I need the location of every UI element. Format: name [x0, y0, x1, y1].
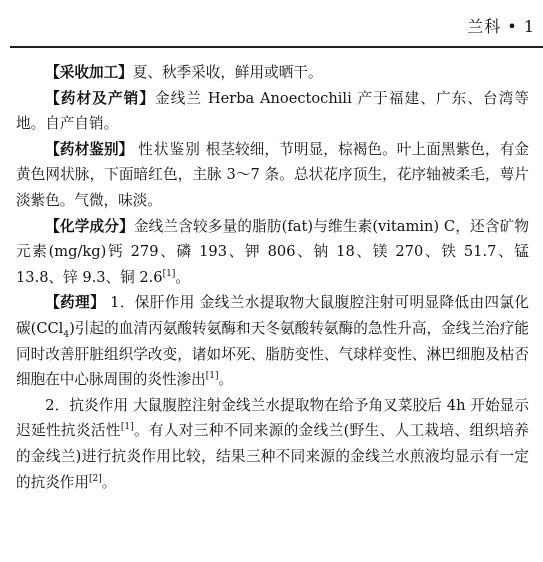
pharmacology-item2-reference: [1]	[120, 422, 134, 433]
pharmacology-section	[16, 290, 529, 392]
chemistry-reference: [1]	[162, 268, 176, 279]
pharmacology-item1-text-cont: )引起的血清丙氨酸转氨酶和天冬氨酸转氨酶的急性升高，金线兰治疗能同时改善肝脏组织学改变，诸如坏死、脂肪变性、气球样变性、淋巴细胞及枯否细胞在中心脉周围的炎性渗出	[16, 319, 529, 389]
material-text: 金线兰 Herba Anoectochili 产于福建、广东、台湾等地。自产自销。	[16, 89, 529, 133]
material-section	[16, 86, 529, 137]
running-head: 兰科 • 1	[467, 17, 535, 36]
pharmacology-item2-text: 大鼠腹腔注射金线兰水提取物在给予角叉菜胶后 4h 开始显示迟延性抗炎活性	[16, 396, 529, 440]
material-label: 【药材及产销】	[45, 89, 156, 107]
pharmacology-item2	[16, 393, 529, 495]
harvest-text: 夏、秋季采收，鲜用或晒干。	[132, 64, 323, 81]
page-body	[16, 60, 529, 495]
chemistry-label: 【化学成分】	[45, 217, 134, 235]
chemistry-text: 金线兰含较多量的脂肪(fat)与维生素(vitamin) C，还含矿物元素(mg/kg)钙 279、磷 193、钾 806、钠 18、镁 270、铁 51.7、锰 13.8、锌 9.3、铜 2.6	[16, 217, 529, 286]
harvest-section	[16, 60, 529, 86]
pharmacology-item1-text: 金线兰水提取物大鼠腹腔注射可明显降低由四氯化碳(CCl	[16, 294, 529, 337]
identification-section	[16, 137, 529, 214]
pharmacology-item1-reference: [1]	[205, 371, 219, 382]
ccl-subscript: 4	[63, 329, 70, 340]
pharmacology-item2-end: 。	[101, 473, 117, 491]
pharmacology-item1-end: 。	[218, 371, 234, 389]
pharmacology-item2-text-cont: 。有人对三种不同来源的金线兰(野生、人工栽培、组织培养的金线兰)进行抗炎作用比较，结果三种不同来源的金线兰水煎液均显示有一定的抗炎作用	[16, 422, 529, 491]
chemistry-end: 。	[175, 268, 190, 286]
pharmacology-item1-heading: 1．保肝作用	[110, 294, 195, 312]
pharmacology-item2-reference-2: [2]	[88, 473, 102, 484]
pharmacology-label: 【药理】	[45, 294, 106, 312]
identification-text: 根茎较细，节明显，棕褐色。叶上面黑紫色，有金黄色网状脉，下面暗红色，主脉 3～7 条。总状花序顶生，花序轴被柔毛，萼片淡紫色。气微，味淡。	[16, 140, 529, 209]
identification-subheading: 性状鉴别	[138, 140, 201, 158]
chemistry-section	[16, 214, 529, 291]
harvest-label: 【采收加工】	[45, 64, 133, 81]
pharmacology-item2-heading: 2．抗炎作用	[45, 396, 129, 414]
header-rule	[10, 46, 543, 48]
identification-label: 【药材鉴别】	[45, 140, 134, 158]
